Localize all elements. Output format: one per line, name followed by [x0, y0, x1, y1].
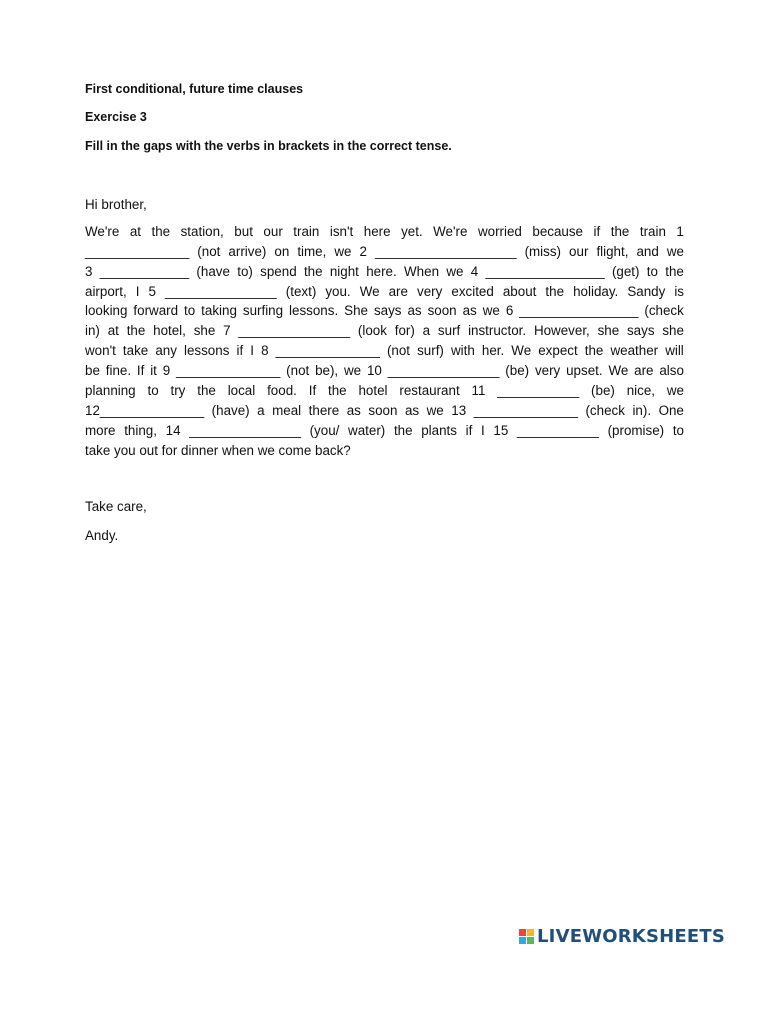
- liveworksheets-wordmark: LIVEWORKSHEETS: [537, 926, 726, 947]
- letter-signature: Andy.: [85, 528, 119, 543]
- liveworksheets-logo-icon: [519, 929, 534, 944]
- letter-line: 3 ____________ (have to) spend the night here. When we 4 ________________ (get) to the: [85, 263, 684, 279]
- logo-square: [527, 929, 534, 936]
- exercise-number: Exercise 3: [85, 110, 147, 124]
- letter-line: won't take any lessons if I 8 ______________ (not surf) with her. We expect the weather will: [85, 343, 684, 359]
- letter-closing: Take care,: [85, 499, 147, 514]
- letter-line: in) at the hotel, she 7 _______________ (look for) a surf instructor. However, she says she: [85, 323, 684, 339]
- logo-square: [519, 937, 526, 944]
- exercise-instruction: Fill in the gaps with the verbs in brackets in the correct tense.: [85, 139, 452, 153]
- letter-line: 12______________ (have) a meal there as soon as we 13 ______________ (check in). One: [85, 402, 684, 418]
- letter-line: take you out for dinner when we come back?: [85, 442, 351, 458]
- worksheet-title: First conditional, future time clauses: [85, 82, 304, 96]
- letter-line: planning to try the local food. If the hotel restaurant 11 ___________ (be) nice, we: [85, 383, 684, 399]
- letter-line: looking forward to taking surfing lessons. She says as soon as we 6 ________________ (check: [85, 303, 684, 319]
- letter-greeting: Hi brother,: [85, 197, 147, 212]
- logo-square: [519, 929, 526, 936]
- logo-square: [527, 937, 534, 944]
- letter-line: more thing, 14 _______________ (you/ water) the plants if I 15 ___________ (promise) to: [85, 422, 684, 438]
- letter-line: We're at the station, but our train isn't here yet. We're worried because if the train 1: [85, 223, 684, 239]
- letter-paragraph: [85, 222, 684, 461]
- liveworksheets-branding: [519, 926, 725, 947]
- letter-line: ______________ (not arrive) on time, we 2 ___________________ (miss) our flight, and we: [85, 243, 684, 259]
- letter-line: airport, I 5 _______________ (text) you. We are very excited about the holiday. Sandy is: [85, 283, 684, 299]
- letter-body: [85, 195, 684, 461]
- letter-line: be fine. If it 9 ______________ (not be), we 10 _______________ (be) very upset. We are also: [85, 363, 684, 379]
